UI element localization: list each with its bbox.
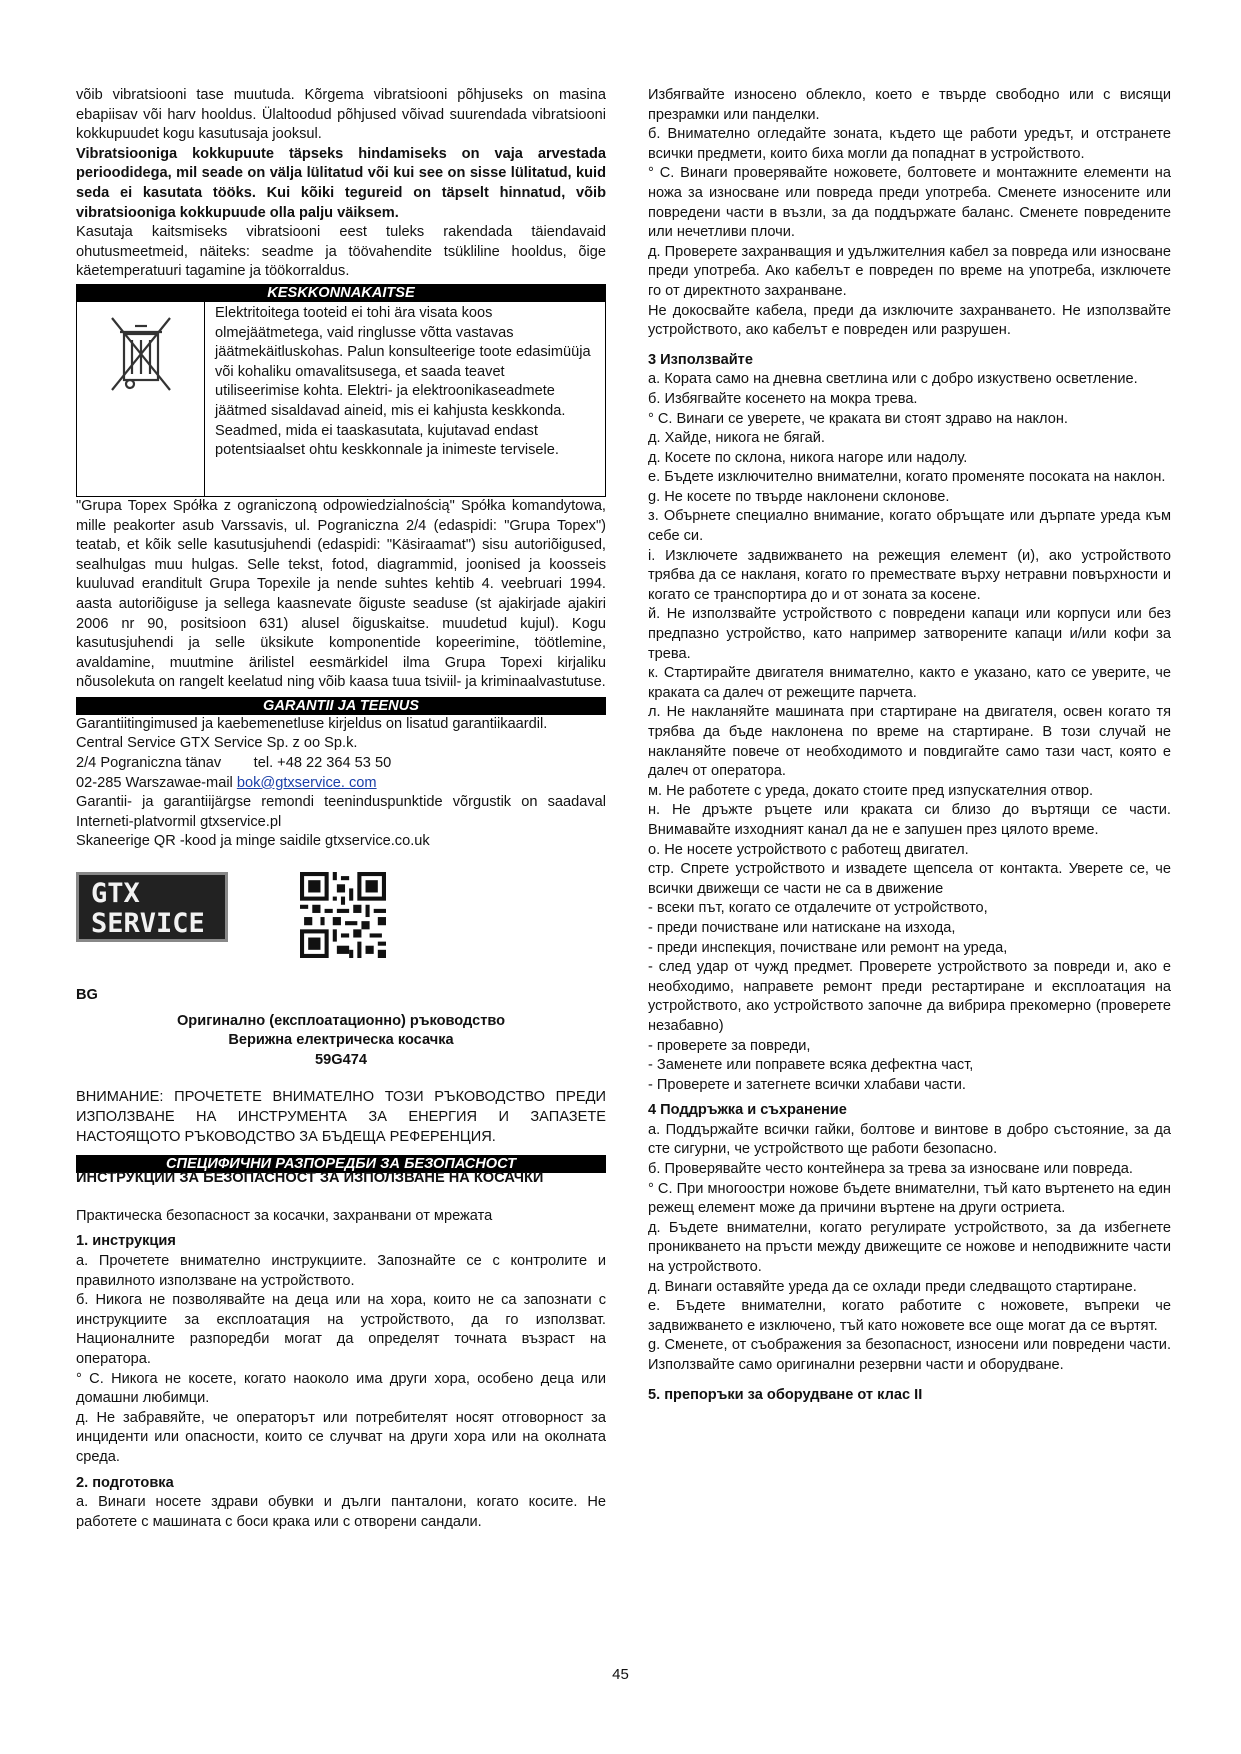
language-code: BG <box>76 987 98 1004</box>
service-logos <box>76 872 606 960</box>
section-4-c: ° С. При многоостри ножове бъдете внимателни, тъй като въртенето на един режещ елемент може да причини въртене на други остриета. <box>648 1180 1171 1217</box>
section-3-d: д. Хайде, никога не бягай. <box>648 430 825 447</box>
warranty-line-2: Central Service GTX Service Sp. z oo Sp.k. <box>76 735 358 752</box>
section-3-b: б. Избягвайте косенето на мокра трева. <box>648 390 918 407</box>
section-4-b: б. Проверявайте често контейнера за трева за износване или повреда. <box>648 1161 1133 1178</box>
section-3-n: н. Не дръжте ръцете или краката си близо до въртящи се части. Внимавайте изходният канал да не е запушен през цялото време. <box>648 802 1171 838</box>
warranty-header: GARANTII JA TEENUS <box>76 697 606 715</box>
environment-box <box>76 302 606 497</box>
section-3-m: м. Не работете с уреда, докато стоите пред изпускателния отвор. <box>648 782 1094 799</box>
section-4-a: а. Поддържайте всички гайки, болтове и винтове в добро състояние, за да сте сигурни, че устройството ще работи безопасно. <box>648 1121 1171 1158</box>
section-5-title: 5. препоръки за оборудване от клас II <box>648 1386 923 1403</box>
wheelie-bin-icon <box>104 312 178 396</box>
section-3-p: стр. Спрете устройството и извадете щепсела от контакта. Уверете се, че всички движещи се части не са в движение <box>648 861 1171 897</box>
right-column <box>648 86 1171 1405</box>
section-2-a: а. Винаги носете здрави обувки и дълги панталони, когато косите. Не работете с машината с боси крака или с отворени сандали. <box>76 1494 606 1530</box>
right-para-1: Избягвайте износено облекло, което е твърде свободно или с висящи презрамки или панделки. <box>648 87 1171 123</box>
section-1-b: б. Никога не позволявайте на деца или на хора, които не са запознати с инструкциите за експлоатация на устройството, да го използват. Националните разпоредби могат да определят точната възраст на оператора. <box>76 1292 606 1367</box>
section-3-e: д. Косете по склона, никога нагоре или надолу. <box>648 449 968 466</box>
section-3-p-item-3: - преди инспекция, почистване или ремонт на уреда, <box>648 939 1008 956</box>
section-3-j: й. Не използвайте устройството с повредени капаци или корпуси или без предпазно устройство, като например затворените капаци и/или кофи за трева. <box>648 606 1171 662</box>
safety-instructions-subtitle: ИНСТРУКЦИИ ЗА БЕЗОПАСНОСТ ЗА ИЗПОЛЗВАНЕ НА КОСАЧКИ <box>76 1170 544 1187</box>
warranty-line-1: Garantiitingimused ja kaebemenetluse kirjeldus on lisatud garantiikaardil. <box>76 715 548 732</box>
crossed-out-bin-icon <box>77 302 204 496</box>
section-1-a: а. Прочетете внимателно инструкциите. Запознайте се с контролите и правилното използване на устройството. <box>76 1252 606 1289</box>
environment-header: KESKKONNAKAITSE <box>76 284 606 302</box>
section-4-e: д. Винаги оставяйте уреда да се охлади преди следващото стартиране. <box>648 1278 1137 1295</box>
vibration-paragraph: võib vibratsiooni tase muutuda. Kõrgema vibratsiooni põhjuseks on masina ebapiisav või harv hooldus. Ülaltoodud põhjused võivad suurendada vibratsiooni kokkupuudet kogu kasutusaja jooksul. <box>76 87 606 143</box>
section-3-a: а. Кората само на дневна светлина или с добро изкуствено осветление. <box>648 371 1138 388</box>
section-4-f: е. Бъдете внимателни, когато работите с ножовете, въпреки че задвижването е изключено, тъй като ножовете все още могат да се въртят. <box>648 1298 1171 1334</box>
practical-safety-text: Практическа безопасност за косачки, захранвани от мрежата <box>76 1207 493 1224</box>
manual-title-2: Верижна електрическа косачка <box>228 1032 454 1049</box>
section-3-h: з. Обърнете специално внимание, когато обръщате или дърпате уреда към себе си. <box>648 508 1171 545</box>
manual-title-1: Оригинално (експлоатационно) ръководство <box>176 1012 506 1029</box>
section-3-title: 3 Използвайте <box>648 351 753 368</box>
section-4-title: 4 Поддръжка и съхранение <box>648 1102 847 1119</box>
section-3-o: о. Не носете устройството с работещ двигател. <box>648 841 969 858</box>
logo-line-1: GTX <box>91 878 140 910</box>
section-3-p-item-7: - Проверете и затегнете всички хлабави части. <box>648 1076 966 1093</box>
right-para-3: ° С. Винаги проверявайте ножовете, болтовете и монтажните елементи на ножа за износване или повреда преди употреба. Сменете износените или повредени части в възли, за да поддържате баланс. Сменете повредените или нечетливи плочи. <box>648 165 1171 241</box>
warranty-line-3: 2/4 Pograniczna tänav tel. +48 22 364 53 50 <box>76 755 392 772</box>
section-3-p-item-1: - всеки път, когато се отдалечите от устройството, <box>648 900 988 917</box>
warranty-line-4 <box>76 774 606 794</box>
right-para-5: Не докосвайте кабела, преди да изключите захранването. Не използвайте устройството, ако кабелът е повреден или разрушен. <box>648 302 1171 339</box>
section-3-k: к. Стартирайте двигателя внимателно, както е указано, като се уверите, че краката са далеч от режещите парчета. <box>648 665 1171 701</box>
section-3-p-item-5: - проверете за повреди, <box>648 1037 811 1054</box>
warranty-line-5: Garantii- ja garantiijärgse remondi teeninduspunktide võrgustik on saadaval Interneti-platvormil gtxservice.pl <box>76 794 606 830</box>
section-3-p-item-6: - Заменете или поправете всяка дефектна част, <box>648 1057 974 1074</box>
page-number: 45 <box>612 1666 629 1683</box>
email-link[interactable]: bok@gtxservice. com <box>236 774 377 791</box>
attention-warning: ВНИМАНИЕ: ПРОЧЕТЕТЕ ВНИМАТЕЛНО ТОЗИ РЪКОВОДСТВО ПРЕДИ ИЗПОЛЗВАНЕ НА ИНСТРУМЕНТА ЗА ЕНЕРГИЯ И ЗАПАЗЕТЕ НАСТОЯЩОТО РЪКОВОДСТВО ЗА БЪДЕЩА РЕФЕРЕНЦИЯ. <box>76 1089 606 1145</box>
section-4-g: g. Сменете, от съображения за безопасност, износени или повредени части. Използвайте само оригинални резервни части и оборудване. <box>648 1337 1171 1373</box>
environment-text: Elektritoitega tooteid ei tohi ära visata koos olmejäätmetega, vaid ringlusse võtta vastavas jäätmekäitluskohas. Palun konsulteerige toote edasimüüja või kohaliku omavalitsusega, et saada teavet utiliseerimise kohta. Elektri- ja elektroonikaseadmete jäätmed sisaldavad aineid, mis ei kahjusta keskkonda. Seadmed, mida ei taaskasutata, kujutavad endast potentsiaalset ohtu keskkonnale ja inimeste tervisele. <box>204 302 605 496</box>
section-3-c: ° С. Винаги се уверете, че краката ви стоят здраво на наклон. <box>648 410 1068 427</box>
right-para-2: б. Внимателно огледайте зоната, където ще работи уредът, и отстранете всички предмети, които биха могли да попаднат в устройството. <box>648 126 1171 162</box>
logo-line-2: SERVICE <box>91 908 205 940</box>
section-4-d: д. Бъдете внимателни, когато регулирате устройството, за да избегнете проникването на пръсти между движещите се ножове и неподвижните части на устройството. <box>648 1219 1171 1276</box>
qr-code-icon[interactable] <box>300 872 386 958</box>
left-column <box>76 86 606 1532</box>
section-2-title: 2. подготовка <box>76 1474 174 1491</box>
vibration-protection-paragraph: Kasutaja kaitsmiseks vibratsiooni eest tuleks rakendada täiendavaid ohutusmeetmeid, näiteks: seadme ja töövahendite tsükliline hooldus, õige käetemperatuuri tagamine ja töökorraldus. <box>76 224 606 280</box>
manual-model: 59G474 <box>315 1051 367 1068</box>
section-3-p-item-2: - преди почистване или натискане на изхода, <box>648 919 956 936</box>
section-1-title: 1. инструкция <box>76 1233 176 1250</box>
section-3-l: л. Не накланяйте машината при стартиране на двигателя, освен когато тя трябва да бъде наклонена по време на стартиране. В този случай не накланяйте повече от необходимото и повдигайте само тази част, която е далеч от оператора. <box>648 704 1171 780</box>
address-text: 02-285 Warszawae-mail <box>76 774 237 791</box>
copyright-paragraph: "Grupa Topex Spółka z ograniczoną odpowiedzialnością" Spółka komandytowa, mille peakorter asub Varssavis, ul. Pograniczna 2/4 (edaspidi: "Grupa Topex") teatab, et kõik selle kasutusjuhendi (edaspidi: "Käsiraamat") sisu autoriõigused, sealhulgas muu hulgas. Selle tekst, fotod, diagrammid, joonised ja koosseis kuuluvad eranditult Grupa Topexile ja nende suhtes kehtib 4. veebruari 1994. aasta autoriõiguse ja sellega kaasnevate õiguste seaduse (st ajakirjade ajakiri 2006 nr 90, positsioon 631) alusel õiguskaitse. muudetud kujul). Kogu kasutusjuhendi ja selle üksikute komponentide kopeerimine, töötlemine, avaldamine, muutmine ärilistel eesmärkidel ilma Grupa Topexi kirjaliku nõusolekuta on rangelt keelatud ning võib kaasa tuua tsiviil- ja kriminaalvastutuse. <box>76 497 606 691</box>
section-3-g: g. Не косете по твърде наклонени склонове. <box>648 488 950 505</box>
section-1-d: д. Не забравяйте, че операторът или потребителят носят отговорност за инциденти или опасности, които се случват на други хора или на околната среда. <box>76 1409 606 1465</box>
specific-safety-header: СПЕЦИФИЧНИ РАЗПОРЕДБИ ЗА БЕЗОПАСНОСТ <box>76 1155 606 1173</box>
section-3-p-item-4: - след удар от чужд предмет. Проверете устройството за повреди и, ако е необходимо, направете ремонт преди рестартиране и експлоатация на устройството, ако устройството започне да вибрира прекомерно (проверете незабавно) <box>648 959 1171 1034</box>
warranty-line-6: Skaneerige QR -kood ja minge saidile gtxservice.co.uk <box>76 833 430 850</box>
vibration-bold-paragraph: Vibratsiooniga kokkupuute täpseks hindamiseks on vaja arvestada perioodidega, mil seade on välja lülitatud või kui see on sisse lülitatud, kuid seda ei kasutata tööks. Kui kõiki tegureid on täpselt hinnatud, võib vibratsiooniga kokkupuude olla palju väiksem. <box>76 145 606 221</box>
gtx-service-logo <box>76 872 228 942</box>
section-3-f: е. Бъдете изключително внимателни, когато променяте посоката на наклон. <box>648 469 1166 486</box>
section-1-c: ° С. Никога не косете, когато наоколо има други хора, особено деца или домашни любимци. <box>76 1370 606 1407</box>
section-3-i: i. Изключете задвижването на режещия елемент (и), ако устройството трябва да се накланя, когато го премествате върху нетравни повърхности и когато се транспортира до и от зоната за косене. <box>648 547 1171 603</box>
right-para-4: д. Проверете захранващия и удължителния кабел за повреда или износване преди употреба. Ако кабелът е повреден по време на употреба, изключете го от директното захранване. <box>648 243 1171 299</box>
